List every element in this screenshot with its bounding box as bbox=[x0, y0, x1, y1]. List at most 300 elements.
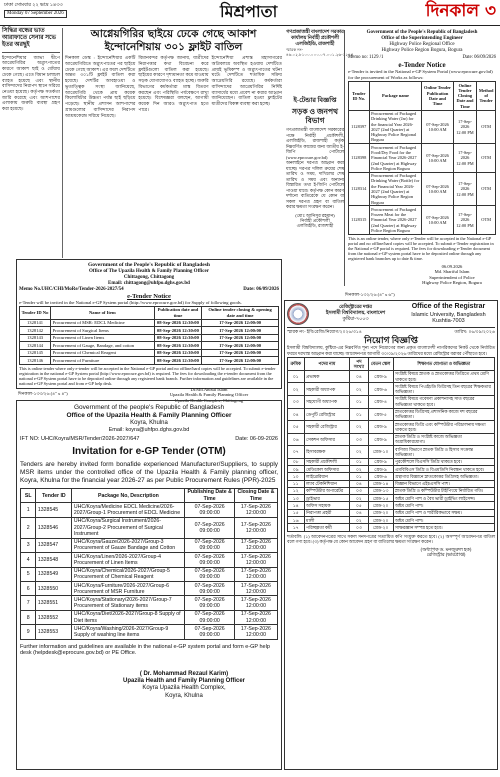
table-row bbox=[288, 502, 495, 509]
office-en: Office of the Registrar bbox=[411, 303, 486, 311]
cell: OTM bbox=[477, 206, 496, 234]
main-news bbox=[62, 28, 282, 258]
cell: 1328144 bbox=[20, 342, 51, 350]
cell: 17-Sep-2026 12:00 PM bbox=[453, 144, 477, 172]
chittagong-tender-table bbox=[19, 306, 279, 365]
table-row bbox=[21, 538, 278, 552]
table-row bbox=[288, 433, 495, 446]
table-row bbox=[20, 334, 279, 342]
rhd-side bbox=[344, 30, 496, 286]
signature-name: (অধ্যাপক ড. মনজুরুল হক) bbox=[420, 547, 472, 553]
signature-office: Koyra Upazila Health Complex, bbox=[142, 685, 226, 692]
cell: ০৭ bbox=[288, 446, 305, 459]
notice-intro: e-Tender will be invited in the National e-GP System portal (http://www.eprocure.gov.bd) for Supply of following goods. bbox=[19, 300, 242, 306]
notice-title: e-Tender Notice bbox=[127, 292, 171, 300]
cell: 1128397 bbox=[349, 110, 370, 144]
signature-title: রেজিস্ট্রার (ভারপ্রাপ্ত) bbox=[426, 553, 466, 559]
table-header: Package name bbox=[369, 82, 422, 110]
cell: ০২ bbox=[350, 421, 369, 434]
cell: 07-Sep-2026 10:00 AM bbox=[422, 172, 453, 206]
table-row bbox=[21, 596, 278, 610]
cell: Procurement of Gauge, Bandage, and cotton bbox=[51, 342, 155, 350]
cell: অষ্টম শ্রেণি পাশ। bbox=[393, 502, 494, 509]
table-row bbox=[349, 206, 496, 234]
notice-place-line: Koyra, Khulna bbox=[130, 419, 168, 426]
cell: 1128314 bbox=[349, 172, 370, 206]
cell: 1328545 bbox=[36, 503, 72, 517]
cell: 1328548 bbox=[36, 553, 72, 567]
cell: স্নাতকোত্তর ডিগ্রিসহ প্রশাসনিক কাজে দশ বছরের অভিজ্ঞতা। bbox=[393, 408, 494, 421]
cell: স্নাতকোত্তর ডিগ্রি এবং কম্পিউটার পরিচালনায় দক্ষতা থাকতে হবে। bbox=[393, 421, 494, 434]
cell: ০২ bbox=[350, 383, 369, 396]
signature-name: Md. Shariful Islam bbox=[434, 269, 470, 275]
table-header: Publication date and time bbox=[154, 306, 201, 319]
table-header: Closing Date & Time bbox=[234, 488, 277, 502]
cell: ০১ bbox=[350, 458, 369, 465]
cell: 17-Sep-2026 12:00:00 bbox=[202, 327, 279, 335]
table-header: Online Tender Closing Date and Time bbox=[453, 82, 477, 110]
cell: UHC/Koyra/Chemical/2026-2027/Group-5 Procurement of Chemical Reagent bbox=[72, 567, 185, 581]
cell: ০৪ bbox=[350, 480, 369, 487]
notice-gov-line: Government of the people's Republic of Bangladesh bbox=[73, 404, 225, 411]
cell: 17-Sep-2026 12:00:00 bbox=[234, 625, 277, 639]
cell: ০৫ bbox=[288, 421, 305, 434]
notice-memo: Memo No.UHC/CHI/MoRe/Tender-2026-2027/54 bbox=[19, 286, 124, 292]
table-header: Tender ID No. bbox=[349, 82, 370, 110]
cell: অষ্টম শ্রেণি পাশ ও শারীরিকভাবে সক্ষম। bbox=[393, 509, 494, 516]
table-row bbox=[21, 582, 278, 596]
table-row bbox=[288, 421, 495, 434]
table-row bbox=[20, 357, 279, 365]
cell: পুরকৌশলে বিএসসি ডিগ্রি থাকতে হবে। bbox=[393, 458, 494, 465]
cell: 17-Sep-2026 12:00 PM bbox=[453, 172, 477, 206]
cell: 1328552 bbox=[36, 610, 72, 624]
signature-title: Superintendent of Police bbox=[429, 274, 475, 280]
university-bn: ইসলামী বিশ্ববিদ্যালয়, বাংলাদেশ bbox=[325, 311, 386, 317]
cell: 17-Sep-2026 12:00:00 bbox=[234, 582, 277, 596]
cell: ০৩ bbox=[350, 524, 369, 531]
table-header: Package No, Description bbox=[72, 488, 185, 502]
cell: 1328549 bbox=[36, 567, 72, 581]
cell: Procurement of Linen Items bbox=[51, 334, 155, 342]
cell: 2 bbox=[21, 517, 36, 538]
table-row bbox=[288, 458, 495, 465]
cell: গ্রেড-২০ bbox=[368, 502, 393, 509]
table-row bbox=[288, 473, 495, 480]
cell: ড্রাইভার bbox=[304, 495, 350, 502]
table-row bbox=[288, 524, 495, 531]
signature-name: (মোঃ আনিসুর রহমান) bbox=[295, 212, 335, 218]
cell: 8 bbox=[21, 610, 36, 624]
table-header: Tender ID bbox=[36, 488, 72, 502]
table-row bbox=[288, 509, 495, 516]
notice-office-line: Office of the Upazila Health & Family Planning Officer bbox=[66, 411, 232, 419]
cell: 07-Sep-2026 09:00:00 bbox=[185, 625, 234, 639]
notice-footer: This is an online tender, where only e-Tender will be accepted in the National e-GP portal and no offline/hard copies will be accepted. To submit e-Tender registration in the National e-GP portal is required. The fees for downloading e-Tender document from the national e-GP system portal have to be deposited online through any registered bank branches up to date & time. bbox=[348, 235, 494, 262]
table-row bbox=[288, 487, 495, 494]
place-bn: কুষ্টিয়া-৭০০৩ bbox=[342, 316, 369, 322]
cell: 5 bbox=[21, 567, 36, 581]
signature-office: Highway Police Region, Bogura bbox=[422, 280, 482, 286]
cell: 1328546 bbox=[36, 517, 72, 538]
cell: 1328145 bbox=[20, 349, 51, 357]
cell: 1328141 bbox=[20, 319, 51, 327]
cell: 17-Sep-2026 12:00:00 bbox=[202, 319, 279, 327]
notice-place-line: Highway Police Region Bogura, Bogura bbox=[381, 48, 463, 53]
cell: সংশ্লিষ্ট বিষয়ে পিএইচডি ডিগ্রিসহ তিন বছরের শিক্ষকতার অভিজ্ঞতা। bbox=[393, 383, 494, 396]
cell: 1128315 bbox=[349, 206, 370, 234]
cell: Procurement of MSR: EDCL Medicine bbox=[51, 319, 155, 327]
cell: 1328550 bbox=[36, 582, 72, 596]
cell: অষ্টম শ্রেণি পাশ ও বৈধ ভারী ড্রাইভিং লাইসেন্স। bbox=[393, 495, 494, 502]
cell: সহযোগী অধ্যাপক bbox=[304, 395, 350, 408]
table-header: Publishing Date & Time bbox=[185, 488, 234, 502]
notice-footer: Further information and guidelines are available in the national e-GP system portal and form e-GP help desk (helpdesk@eprocure.gov.bd) or PE Office. bbox=[20, 643, 270, 657]
cell: ০৬ bbox=[288, 433, 305, 446]
notice-body: গণপ্রজাতন্ত্রী বাংলাদেশ সরকারের পক্ষে নির্বাহী প্রকৌশলী, এলজিইডি, রাজশাহী কর্তৃক নিম্নবর্ণিত কাজের জন্য জাতীয় ই-জিপি পোর্টালে (www.eprocure.gov.bd) অনলাইনে দরপত্র আহ্বান করা যাচ্ছে। দরপত্র দলিল ক্রয়ের শেষ তারিখ ও সময়, দাখিলের শেষ তারিখ ও সময় এবং অন্যান্য বিস্তারিত তথ্য ই-জিপি পোর্টালে পাওয়া যাবে। কর্তৃপক্ষ কোন কারণ দর্শানো ব্যতিরেকে যে কোন বা সকল দরপত্র গ্রহণ বা বাতিল করার ক্ষমতা সংরক্ষণ করেন। bbox=[286, 127, 344, 210]
notice-gov-line: Government of the People's Republic of Bangladesh bbox=[88, 262, 210, 268]
side-news-body: ইন্দোনেশিয়ার জাভা দ্বীপে আগ্নেয়গিরির অগ্ন্যুৎপাতের কারণে আকাশ ছাই ও ধোঁয়ায় ঢেকে গেছে। এতে বিমান চলাচল ব্যাহত হয়েছে এবং স্থানীয় বাসিন্দাদের নিরাপদ স্থানে সরিয়ে নেওয়া হয়েছে। কর্তৃপক্ষ সতর্কতা জারি করেছে এবং আশপাশের এলাকায় জরুরি ব্যবস্থা গ্রহণ করা হয়েছে। bbox=[2, 54, 60, 112]
table-row bbox=[21, 517, 278, 538]
cell: ০১ bbox=[350, 408, 369, 421]
cell: 17-Sep-2026 12:00:00 bbox=[202, 342, 279, 350]
cell: লাইব্রেরিয়ান bbox=[304, 473, 350, 480]
section-title: মিশ্রপাতা bbox=[220, 2, 278, 21]
cell: 08-Sep-2026 12:30:00 bbox=[154, 327, 201, 335]
cell: 17-Sep-2026 12:00:00 bbox=[202, 334, 279, 342]
notice-date: Date: 06/09/2026 bbox=[243, 286, 279, 292]
cell: 3 bbox=[21, 538, 36, 552]
signature-date: 06.09.2026 bbox=[441, 263, 463, 269]
cell: 07-Sep-2026 09:00:00 bbox=[185, 610, 234, 624]
table-row bbox=[20, 327, 279, 335]
cell: UHC/Koyra/Diet/2026-2027/Group-8 Supply of Diet items bbox=[72, 610, 185, 624]
cell: স্নাতক ডিগ্রি ও সংশ্লিষ্ট কাজে অভিজ্ঞতা অগ্রাধিকারযোগ্য। bbox=[393, 433, 494, 446]
signature-place: Koyra, Khulna bbox=[165, 692, 203, 699]
signature-block bbox=[397, 548, 495, 560]
cell: সংশ্লিষ্ট বিষয়ে গবেষণা প্রকাশনাসহ সাত বছরের অভিজ্ঞতা থাকতে হবে। bbox=[393, 395, 494, 408]
signature-block bbox=[408, 264, 496, 286]
cell: গ্রেড-২০ bbox=[368, 524, 393, 531]
cell: Procurement of Surgical Items bbox=[51, 327, 155, 335]
signature-office: Upazila Health Complex, Chittagong bbox=[174, 397, 244, 403]
notice-memo: স্মারক নং- ৪৬.০২.৮১০০.০০০.০৭.০০১.২৬-১২৪৫ bbox=[286, 47, 354, 58]
cell: 07-Sep-2026 09:00:00 bbox=[185, 503, 234, 517]
main-news-col3: ইন্দোনেশিয়া প্রশান্ত মহাসাগরের অগ্নিবলয়ে অবস্থিত হওয়ায় দেশটিতে প্রায়ই ভূমিকম্প ও অগ্ন্যুৎপাতের ঘটনা ঘটে। দেশটিতে শতাধিক সক্রিয় আগ্নেয়গিরি রয়েছে। কর্মকর্তারা বাসিন্দাদের আগ্নেয়গিরির নির্দিষ্ট ব্যাসার্ধের মধ্যে প্রবেশ না করার আহ্বান জানিয়েছেন। বাতিল হওয়া ফ্লাইটের যাত্রীদের বিকল্প ব্যবস্থা করা হচ্ছে। bbox=[211, 55, 282, 107]
cell: ১৬ bbox=[288, 517, 305, 524]
cell: ১৩ bbox=[288, 495, 305, 502]
notice-intro: e-Tender is invited in the National e-GP System Portal (www.eprocure.gov.bd) for the procurement of Works as follows: bbox=[348, 69, 493, 80]
cell: গ্রেড-৫ bbox=[368, 408, 393, 421]
notice-title: Invitation for e-GP Tender (OTM) bbox=[72, 445, 226, 457]
cell: Procurement of Packaged Food/Dry Food for the Financial Year 2026-2027 (2nd Quarter) at Highway Police Region Bogura bbox=[369, 144, 422, 172]
koyra-tender-table bbox=[20, 488, 278, 640]
cell: UHC/Koyra/Linen/2026-2027/Group-4 Procurement of Linen Items bbox=[72, 553, 185, 567]
place-en: Kushtia-7003 bbox=[432, 318, 465, 325]
cell: সহকারী প্রকৌশলী bbox=[304, 458, 350, 465]
date-en: Monday 07 September 2026 bbox=[4, 10, 67, 18]
cell: 9 bbox=[21, 625, 36, 639]
signature-office: এলজিইডি, রাজশাহী bbox=[296, 223, 334, 229]
notice-office-line: Office of the Superintending Engineer bbox=[381, 36, 463, 41]
cell: 17-Sep-2026 12:00:00 bbox=[234, 567, 277, 581]
notice-office-line: কার্যালয় নির্বাহী প্রকৌশলী bbox=[291, 35, 339, 41]
cell: 1328143 bbox=[20, 334, 51, 342]
cell: 17-Sep-2026 12:00 PM bbox=[453, 206, 477, 234]
cell: ০৩ bbox=[350, 433, 369, 446]
table-header: SL bbox=[21, 488, 36, 502]
cell: ০৯ bbox=[288, 466, 305, 473]
cell: গ্রেড-২০ bbox=[368, 509, 393, 516]
cell: 08-Sep-2026 12:30:00 bbox=[154, 334, 201, 342]
cell: গ্রেড-৬ bbox=[368, 383, 393, 396]
cell: গ্রেড-৯ bbox=[368, 466, 393, 473]
notice-place-line: এলজিইডি, রাজশাহী bbox=[295, 41, 335, 47]
notice-gov-line: Government of the People's Republic of Bangladesh bbox=[366, 30, 478, 35]
cell: সহকারী রেজিস্ট্রার bbox=[304, 421, 350, 434]
ad-ref: দিনকাল-১৩৩/২৬ (৪" x ৪") bbox=[18, 391, 68, 396]
cell: 4 bbox=[21, 553, 36, 567]
notice-office-line: Office of The Upazila Health & Family Planning Officer bbox=[89, 268, 209, 274]
signature-name: ( Dr. Mohammad Rezaul Karim) bbox=[139, 671, 229, 678]
cell: প্রভাষক bbox=[304, 370, 350, 383]
notice-footer: This is online tender where only e-tender will be accepted in the National e-GP portal and no offline/hard copies will be accepted. To submit e-tender registration in the national e-GP System portal (http://www.eprocure.gov.bd) is required. The fees for downloading the e-tender document from the national e-GP System portal have to be deposited online through any registered bank branch. Further information and guidelines are available in the national e-GP System portal and from e-GP help desk. bbox=[19, 365, 276, 387]
cell: Procurement of Furniture bbox=[51, 357, 155, 365]
signature-block bbox=[286, 213, 344, 229]
cell: ১১ bbox=[288, 480, 305, 487]
office-bn: রেজিস্ট্রারের দপ্তর bbox=[339, 305, 372, 311]
cell: সেকশন অফিসার bbox=[304, 433, 350, 446]
table-row bbox=[21, 625, 278, 639]
cell: হিসাবরক্ষক bbox=[304, 446, 350, 459]
cell: সংশ্লিষ্ট বিষয়ে স্নাতক ও স্নাতকোত্তর ডিগ্রিতে প্রথম শ্রেণি থাকতে হবে। bbox=[393, 370, 494, 383]
table-row bbox=[21, 503, 278, 517]
table-row bbox=[288, 383, 495, 396]
cell: ০২ bbox=[350, 466, 369, 473]
cell: UHC/Koyra/Surgical Instrument/2026-2027/Group-2 Procurement of Surgical Instrument bbox=[72, 517, 185, 538]
cell: Procurement of Packaged Drinking Water (Jar) for the financial Year 2026-2027 (2nd Quarter) at Highway Police Regional Bogura bbox=[369, 110, 422, 144]
cell: OTM bbox=[477, 172, 496, 206]
cell: 7 bbox=[21, 596, 36, 610]
table-row bbox=[288, 480, 495, 487]
table-row bbox=[349, 144, 496, 172]
paper-name: দিনকাল ৩ bbox=[425, 1, 496, 21]
cell: ল্যাব টেকনিশিয়ান bbox=[304, 480, 350, 487]
table-row bbox=[21, 567, 278, 581]
table-header: ক্রমিক bbox=[288, 358, 305, 371]
cell: 17-Sep-2026 12:00:00 bbox=[234, 503, 277, 517]
cell: UHC/Koyra/Washing/2026-2027/Group-9 Supply of washing line items bbox=[72, 625, 185, 639]
signature-name: Dr.Md.Anisul Islam bbox=[190, 386, 228, 392]
cell: ১৭ bbox=[288, 524, 305, 531]
cell: 07-Sep-2026 10:00 AM bbox=[422, 110, 453, 144]
notice-title: নিয়োগ বিজ্ঞপ্তি bbox=[364, 334, 418, 345]
cell: OTM bbox=[477, 144, 496, 172]
date-bn: ঢাকা সোমবার ২২ ভাদ্র ১৪৩৩ bbox=[4, 3, 63, 8]
cell: বাণিজ্য বিভাগে স্নাতক ডিগ্রি ও হিসাব সংক্রান্ত অভিজ্ঞতা। bbox=[393, 446, 494, 459]
cell: 1328551 bbox=[36, 596, 72, 610]
cell: গ্রেড-১৫ bbox=[368, 495, 393, 502]
cell: 6 bbox=[21, 582, 36, 596]
table-row bbox=[21, 610, 278, 624]
cell: গ্রেড-৯ bbox=[368, 458, 393, 465]
cell: 07-Sep-2026 10:00 AM bbox=[422, 206, 453, 234]
notice-title: e-Tender Notice bbox=[398, 60, 446, 69]
signature-title: Upazila Health & Family Planning Officer bbox=[169, 392, 249, 398]
cell: Procurement of Chemical Reagent bbox=[51, 349, 155, 357]
cell: ০২ bbox=[350, 495, 369, 502]
cell: গ্রেড-৯ bbox=[368, 433, 393, 446]
notice-memo: Memo no: 1129 /1 bbox=[348, 55, 384, 60]
cell: UHC/Koyra/Medicine EDCL Medicine/2026-2027/Group-1 Procurement of EDCL Medicine bbox=[72, 503, 185, 517]
notice-intro: Tenders are hereby invited form bonafide experienced Manufacturer/Suppliers, to supply MSR items under the controlled office of the Upazila Health & Family planning officer, Koyra, Khulna for the financial year 2026-27 as per Public Procurement Rules (PPR)-2025 bbox=[20, 460, 278, 484]
notice-title: ই-টেন্ডার বিজ্ঞপ্তি bbox=[293, 97, 337, 105]
cell: 17-Sep-2026 12:00:00 bbox=[234, 610, 277, 624]
cell: 07-Sep-2026 09:00:00 bbox=[185, 567, 234, 581]
cell: UHC/Koyra/Furniture/2026-2027/Group-6 Procurement of MSR Furniture bbox=[72, 582, 185, 596]
cell: 1 bbox=[21, 503, 36, 517]
cell: 17-Sep-2026 12:00:00 bbox=[202, 349, 279, 357]
table-header: Online Tender Publication Date and Time bbox=[422, 82, 453, 110]
cell: Procurement of Packaged Drinking Water (Bottle) for the Financial Year 2026-2027 (2nd Quarter) at Highway Police Region Bogura bbox=[369, 172, 422, 206]
cell: ১২ bbox=[288, 487, 305, 494]
cell: UHC/Koyra/Gauze/2026-2027/Group-3 Procurement of Gauze Bandage and Cotton bbox=[72, 538, 185, 552]
university-logo bbox=[287, 303, 309, 325]
cell: ০২ bbox=[350, 446, 369, 459]
cell: 17-Sep-2026 12:00:00 bbox=[234, 553, 277, 567]
university-en: Islamic University, Bangladesh bbox=[411, 311, 486, 318]
table-row bbox=[288, 446, 495, 459]
signature-title: Upazila Health and Family Planning Officer bbox=[122, 678, 246, 685]
cell: বিজ্ঞান বিভাগে এইচএসসি পাশ। bbox=[393, 480, 494, 487]
table-row bbox=[288, 466, 495, 473]
cell: 1328547 bbox=[36, 538, 72, 552]
cell: গ্রেড-১০ bbox=[368, 446, 393, 459]
notice-ift: IFT NO: UHC/Koyra/MSR/Tender/2026-2027/647 bbox=[20, 436, 140, 443]
side-news bbox=[2, 28, 60, 258]
cell: মালী bbox=[304, 517, 350, 524]
cell: স্নাতক ডিগ্রি ও কম্পিউটার টাইপিংয়ে নির্ধারিত গতি। bbox=[393, 487, 494, 494]
iu-posts-table bbox=[287, 357, 495, 531]
cell: 17-Sep-2026 12:00:00 bbox=[234, 596, 277, 610]
table-row bbox=[288, 395, 495, 408]
cell: ১৫ bbox=[288, 509, 305, 516]
cell: এমবিবিএস ডিগ্রি ও বিএমডিসি নিবন্ধন থাকতে হবে। bbox=[393, 466, 494, 473]
notice-email: Email: koyra@uhfpo.dghs.gov.bd bbox=[108, 426, 190, 433]
table-row bbox=[288, 495, 495, 502]
cell: কম্পিউটার অপারেটর bbox=[304, 487, 350, 494]
notice-date: তারিখ: ০৬/০৯/২০২৬ bbox=[454, 329, 495, 334]
main-news-col1: দিনকাল ডেস্ক : ইন্দোনেশিয়ার একটি আগ্নেয়গিরিতে অগ্ন্যুৎপাতের পর ছাইয়ে ঢেকে গেছে আকাশ। এর ফলে দেশটিতে অন্তত ৩০১টি ফ্লাইট বাতিল করা হয়েছে। দেশটির আবহাওয়া ও ভূতাত্ত্বিক সংস্থা জানিয়েছে, আগ্নেয়গিরি থেকে প্রায় কয়েক কিলোমিটার উচ্চতা পর্যন্ত ছাই ছড়িয়ে পড়েছে। স্থানীয় প্রশাসন আশপাশের গ্রামগুলোর বাসিন্দাদের নিরাপদ আশ্রয়কেন্দ্রে সরিয়ে নিয়েছে। bbox=[65, 55, 136, 118]
cell: পরিচ্ছন্নতা কর্মী bbox=[304, 524, 350, 531]
cell: ০৩ bbox=[350, 487, 369, 494]
table-row bbox=[288, 370, 495, 383]
highway-police-tender-notice bbox=[284, 28, 498, 288]
cell: ০১ bbox=[288, 370, 305, 383]
notice-gov-line: গণপ্রজাতন্ত্রী বাংলাদেশ সরকার bbox=[286, 30, 344, 35]
cell: 07-Sep-2026 09:00:00 bbox=[185, 582, 234, 596]
cell: 07-Sep-2026 09:00:00 bbox=[185, 596, 234, 610]
cell: 1328146 bbox=[20, 357, 51, 365]
table-header: Tender ID No bbox=[20, 306, 51, 319]
cell: 07-Sep-2026 09:00:00 bbox=[185, 538, 234, 552]
table-header: Name of Item bbox=[51, 306, 155, 319]
notice-footer: শর্তাবলি: (১) আবেদনপত্রের সাথে সকল সনদপত্রের সত্যায়িত কপি সংযুক্ত করতে হবে। (২) অসম্পূর্ণ আবেদনপত্র বাতিল বলে গণ্য হবে। (৩) কর্তৃপক্ষ যে কোন আবেদন গ্রহণ বা বাতিলের ক্ষমতা সংরক্ষণ করেন। bbox=[287, 533, 495, 545]
table-header: পদ সংখ্যা bbox=[350, 358, 369, 371]
cell: OTM bbox=[477, 110, 496, 144]
rhd-tender-table bbox=[348, 81, 496, 235]
signature-block bbox=[90, 671, 278, 700]
table-row bbox=[288, 517, 495, 524]
masthead bbox=[0, 0, 500, 26]
table-row bbox=[20, 349, 279, 357]
cell: ০১ bbox=[350, 395, 369, 408]
table-row bbox=[349, 110, 496, 144]
cell: 1328142 bbox=[20, 327, 51, 335]
cell: 08-Sep-2026 12:30:00 bbox=[154, 342, 201, 350]
table-row bbox=[288, 408, 495, 421]
cell: গ্রেড-৯ bbox=[368, 421, 393, 434]
table-header: শিক্ষাগত যোগ্যতা ও অভিজ্ঞতা bbox=[393, 358, 494, 371]
table-row bbox=[20, 342, 279, 350]
cell: 08-Sep-2026 12:30:00 bbox=[154, 357, 201, 365]
cell: গ্রেড-১৩ bbox=[368, 487, 393, 494]
ad-ref: দিনকাল-১৩২/২৬ (৪" x ৬") bbox=[345, 292, 395, 297]
main-news-headline: আগ্নেয়গিরির ছাইয়ে ঢেকে গেছে আকাশ ইন্দোনেশিয়ায় ৩০১ ফ্লাইট বাতিল bbox=[90, 28, 257, 53]
table-header: Method of Tender bbox=[477, 82, 496, 110]
cell: গ্রেড-১৪ bbox=[368, 480, 393, 487]
cell: ০৮ bbox=[288, 458, 305, 465]
cell: ০৪ bbox=[288, 408, 305, 421]
cell: 17-Sep-2026 12:00:00 bbox=[234, 538, 277, 552]
cell: 17-Sep-2026 12:00:00 bbox=[202, 357, 279, 365]
cell: নিরাপত্তা প্রহরী bbox=[304, 509, 350, 516]
table-row bbox=[20, 319, 279, 327]
cell: ০৫ bbox=[350, 502, 369, 509]
notice-intro: ইসলামী বিশ্ববিদ্যালয়, কুষ্টিয়া-এর নিম্নবর্ণিত শূন্য পদে নিয়োগের জন্য প্রকৃত বাংলাদেশী নাগরিকদের নিকট থেকে নির্ধারিত ফরমে দরখাস্ত আহ্বান করা যাচ্ছে। আবেদনপত্র আগামী ৩০/০৯/২০২৬ তারিখের মধ্যে রেজিস্ট্রার বরাবর পৌঁছাতে হবে। bbox=[287, 345, 495, 356]
cell: গ্রেড-২০ bbox=[368, 517, 393, 524]
cell: গ্রেড-৪ bbox=[368, 395, 393, 408]
notice-subtitle: সড়ক ও জনপথ বিভাগ bbox=[292, 107, 338, 126]
cell: গ্রেড-৬ bbox=[368, 473, 393, 480]
cell: সাক্ষরজ্ঞান সম্পন্ন হতে হবে। bbox=[393, 524, 494, 531]
cell: 17-Sep-2026 12:00 PM bbox=[453, 110, 477, 144]
notice-email: Email: chittagong@uhfpo.dghs.gov.bd bbox=[108, 280, 190, 286]
cell: ০৪ bbox=[350, 370, 369, 383]
rajshahi-side bbox=[286, 30, 354, 286]
table-header: বেতন স্কেল bbox=[368, 358, 393, 371]
cell: UHC/Koyra/Stationary/2026-2027/Group-7 Procurement of Stationary items bbox=[72, 596, 185, 610]
cell: Procurement of Packaged Frozen Meat for the Financial Year 2026-2027 (2nd Quarter) at Highway Police Region Bogura bbox=[369, 206, 422, 234]
notice-place-line: Chittagong, Chittagong bbox=[123, 274, 175, 280]
cell: 07-Sep-2026 09:00:00 bbox=[185, 553, 234, 567]
notice-region-line: Highway Police Regional Office bbox=[389, 42, 455, 47]
masthead-date bbox=[4, 3, 67, 19]
cell: 08-Sep-2026 12:30:00 bbox=[154, 349, 201, 357]
cell: ০২ bbox=[288, 383, 305, 396]
notice-date: Date: 06-09-2026 bbox=[235, 436, 278, 443]
cell: 07-Sep-2026 10:00 AM bbox=[422, 144, 453, 172]
cell: অষ্টম শ্রেণি পাশ। bbox=[393, 517, 494, 524]
table-row bbox=[349, 172, 496, 206]
cell: গ্রেড-৯ bbox=[368, 370, 393, 383]
cell: 1328553 bbox=[36, 625, 72, 639]
cell: ০২ bbox=[350, 517, 369, 524]
main-news-col2: বিমানবন্দর কর্তৃপক্ষ জানায়, যাত্রীদের নিরাপত্তার কথা বিবেচনা করে ফ্লাইটগুলো বাতিল করা হয়েছে। ছাইয়ের কারণে দৃশ্যমানতা কমে যাওয়ায় সড়ক যোগাযোগও ব্যাহত হচ্ছে। জরুরি বিভাগের কর্মকর্তারা মাস্ক বিতরণ করছেন এবং পরিস্থিতি পর্যবেক্ষণে রাখা হয়েছে। বিশেষজ্ঞরা বলছেন, আগামী কয়েক দিন আরও অগ্ন্যুৎপাত হতে পারে। bbox=[138, 55, 209, 112]
cell: ১৪ bbox=[288, 502, 305, 509]
koyra-tender-notice bbox=[16, 397, 282, 770]
cell: অফিস সহায়ক bbox=[304, 502, 350, 509]
